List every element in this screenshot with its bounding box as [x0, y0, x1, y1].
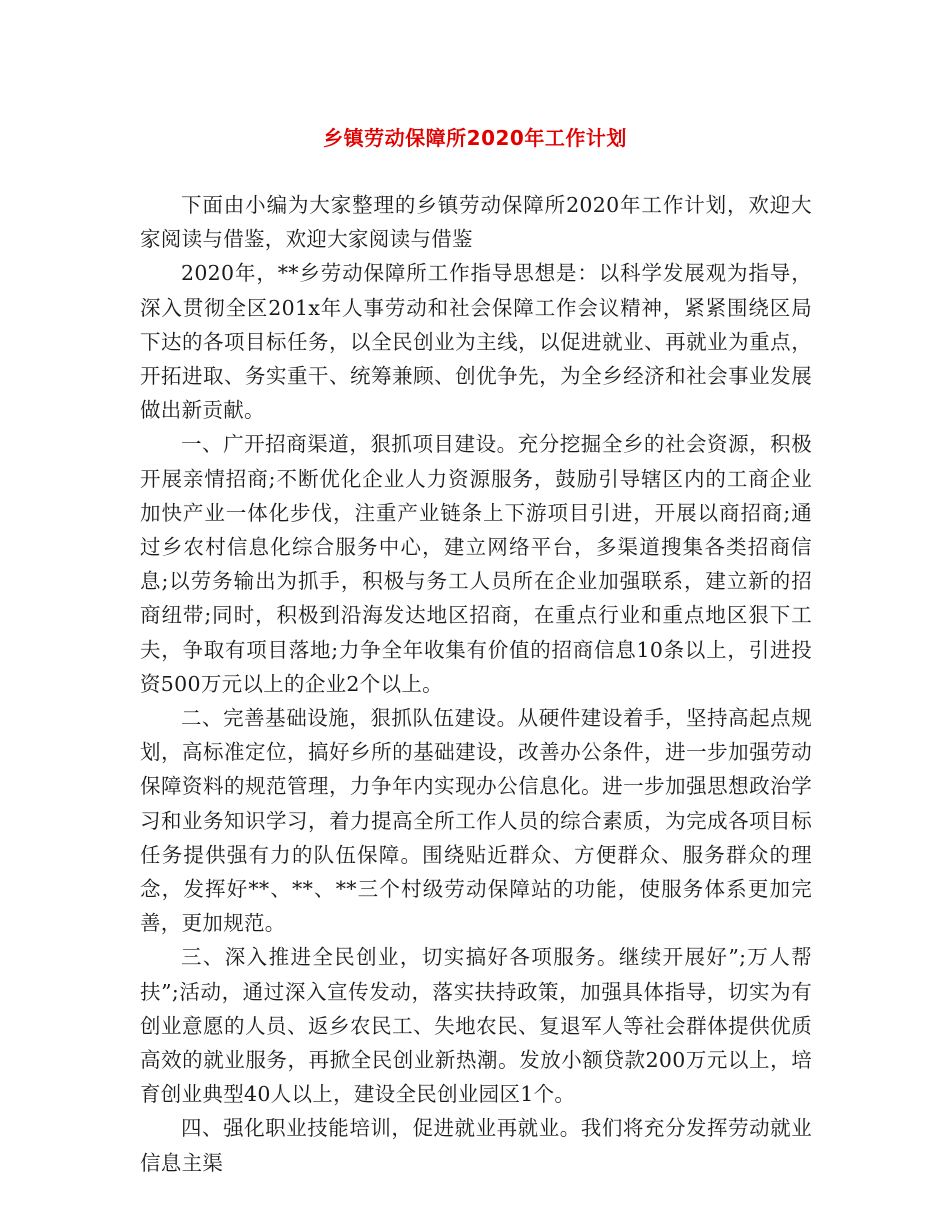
- paragraph-section-four: 四、强化职业技能培训，促进就业再就业。我们将充分发挥劳动就业信息主渠: [140, 1116, 812, 1175]
- paragraph-intro: 下面由小编为大家整理的乡镇劳动保障所2020年工作计划，欢迎大家阅读与借鉴，欢迎大家阅读与借鉴: [140, 193, 812, 252]
- paragraph-section-two: 二、完善基础设施，狠抓队伍建设。从硬件建设着手，坚持高起点规划，高标准定位，搞好乡所的基础建设，改善办公条件，进一步加强劳动保障资料的规范管理，力争年内实现办公信息化。进一步加强思想政治学习和业务知识学习，着力提高全所工作人员的综合素质，为完成各项目标任务提供强有力的队伍保障。围绕贴近群众、方便群众、服务群众的理念，发挥好**、**、**三个村级劳动保障站的功能，使服务体系更加完善，更加规范。: [140, 706, 812, 936]
- document-body: [140, 188, 812, 1180]
- document-title: 乡镇劳动保障所2020年工作计划: [323, 126, 627, 150]
- paragraph-section-three: 三、深入推进全民创业，切实搞好各项服务。继续开展好”;万人帮扶”;活动，通过深入宣传发动，落实扶持政策，加强具体指导，切实为有创业意愿的人员、返乡农民工、失地农民、复退军人等社会群体提供优质高效的就业服务，再掀全民创业新热潮。发放小额贷款200万元以上，培育创业典型40人以上，建设全民创业园区1个。: [140, 945, 812, 1107]
- paragraph-guiding-ideology: 2020年，**乡劳动保障所工作指导思想是：以科学发展观为指导，深入贯彻全区201x年人事劳动和社会保障工作会议精神，紧紧围绕区局下达的各项目标任务，以全民创业为主线，以促进就业、再就业为重点，开拓进取、务实重干、统筹兼顾、创优争先，为全乡经济和社会事业发展做出新贡献。: [140, 261, 812, 423]
- paragraph-section-one: 一、广开招商渠道，狠抓项目建设。充分挖掘全乡的社会资源，积极开展亲情招商;不断优化企业人力资源服务，鼓励引导辖区内的工商企业加快产业一体化步伐，注重产业链条上下游项目引进，开展以商招商;通过乡农村信息化综合服务中心，建立网络平台，多渠道搜集各类招商信息;以劳务输出为抓手，积极与务工人员所在企业加强联系，建立新的招商纽带;同时，积极到沿海发达地区招商，在重点行业和重点地区狠下工夫，争取有项目落地;力争全年收集有价值的招商信息10条以上，引进投资500万元以上的企业2个以上。: [140, 432, 812, 696]
